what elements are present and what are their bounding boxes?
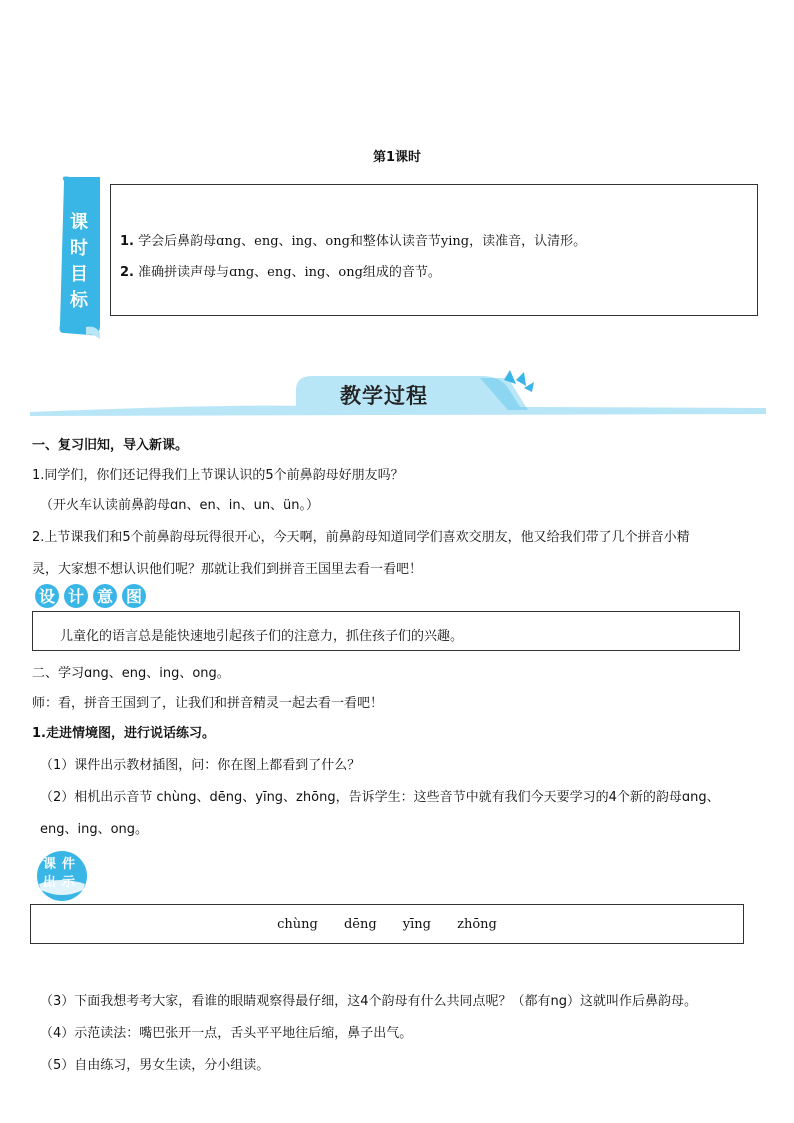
step-1-item-5: （5）自由练习，男女生读，分小组读。 <box>40 1058 270 1073</box>
goal-label-char: 课 <box>70 212 88 233</box>
goal-label-char: 标 <box>70 290 88 311</box>
step-1-item-2-line1: （2）相机出示音节 chùng、dēng、yīng、zhōng，告诉学生：这些音节中就有我们今天要学习的4个新的韵母ɑng、 <box>40 790 720 805</box>
badge-char: 计 <box>67 587 85 606</box>
question-2-line2: 灵，大家想不想认识他们呢？那就让我们到拼音王国里去看一看吧！ <box>32 562 423 577</box>
badge-char: 设 <box>38 587 56 606</box>
design-intent-text: 儿童化的语言总是能快速地引起孩子们的注意力，抓住孩子们的兴趣。 <box>60 629 464 644</box>
goal-item <box>120 261 441 280</box>
badge-char: 课 <box>42 857 62 872</box>
badge-char: 件 <box>62 857 82 872</box>
question-1: 1.同学们，你们还记得我们上节课认识的5个前鼻韵母好朋友吗？ <box>32 468 404 483</box>
part1-heading: 一、复习旧知，导入新课。 <box>32 438 189 453</box>
goals-box <box>110 184 758 316</box>
goal-number: 2. <box>120 265 134 280</box>
badge-char: 出 <box>42 875 62 890</box>
goal-text: 准确拼读声母与ɑng、eng、ing、ong组成的音节。 <box>138 265 441 280</box>
badge-char: 图 <box>125 587 143 606</box>
section-title: 教学过程 <box>340 384 428 408</box>
step-1-item-1: （1）课件出示教材插图，问：你在图上都看到了什么？ <box>40 758 361 773</box>
step-1-item-2-line2: eng、ing、ong。 <box>40 822 149 837</box>
teacher-line: 师：看，拼音王国到了，让我们和拼音精灵一起去看一看吧！ <box>32 696 384 711</box>
goal-text: 学会后鼻韵母ɑng、eng、ing、ong和整体认读音节ying，读准音，认清形。 <box>138 234 587 249</box>
step-1-item-3: （3）下面我想考考大家，看谁的眼睛观察得最仔细，这4个韵母有什么共同点呢？（都有ng）这就叫作后鼻韵母。 <box>40 994 698 1009</box>
goal-label-char: 时 <box>70 238 88 259</box>
step-1-heading: 1.走进情境图，进行说话练习。 <box>32 726 215 741</box>
badge-char: 意 <box>96 587 114 606</box>
step-1-item-4: （4）示范读法：嘴巴张开一点，舌头平平地往后缩，鼻子出气。 <box>40 1026 413 1041</box>
goal-item <box>120 230 586 249</box>
courseware-badge-label <box>38 856 86 892</box>
part2-heading: 二、学习ɑng、eng、ing、ong。 <box>32 666 230 681</box>
goal-label-char: 目 <box>70 264 88 285</box>
badge-char: 示 <box>62 875 82 890</box>
goal-label <box>64 210 94 314</box>
question-1-note: （开火车认读前鼻韵母ɑn、en、in、un、ün。） <box>40 498 320 513</box>
goal-number: 1. <box>120 234 134 249</box>
syllables-text: chùng dēng yīng zhōng <box>277 917 497 932</box>
design-intent-badge <box>34 583 150 609</box>
question-2-line1: 2.上节课我们和5个前鼻韵母玩得很开心，今天啊，前鼻韵母知道同学们喜欢交朋友，他又给我们带了几个拼音小精 <box>32 530 690 545</box>
lesson-title: 第1课时 <box>372 150 422 165</box>
